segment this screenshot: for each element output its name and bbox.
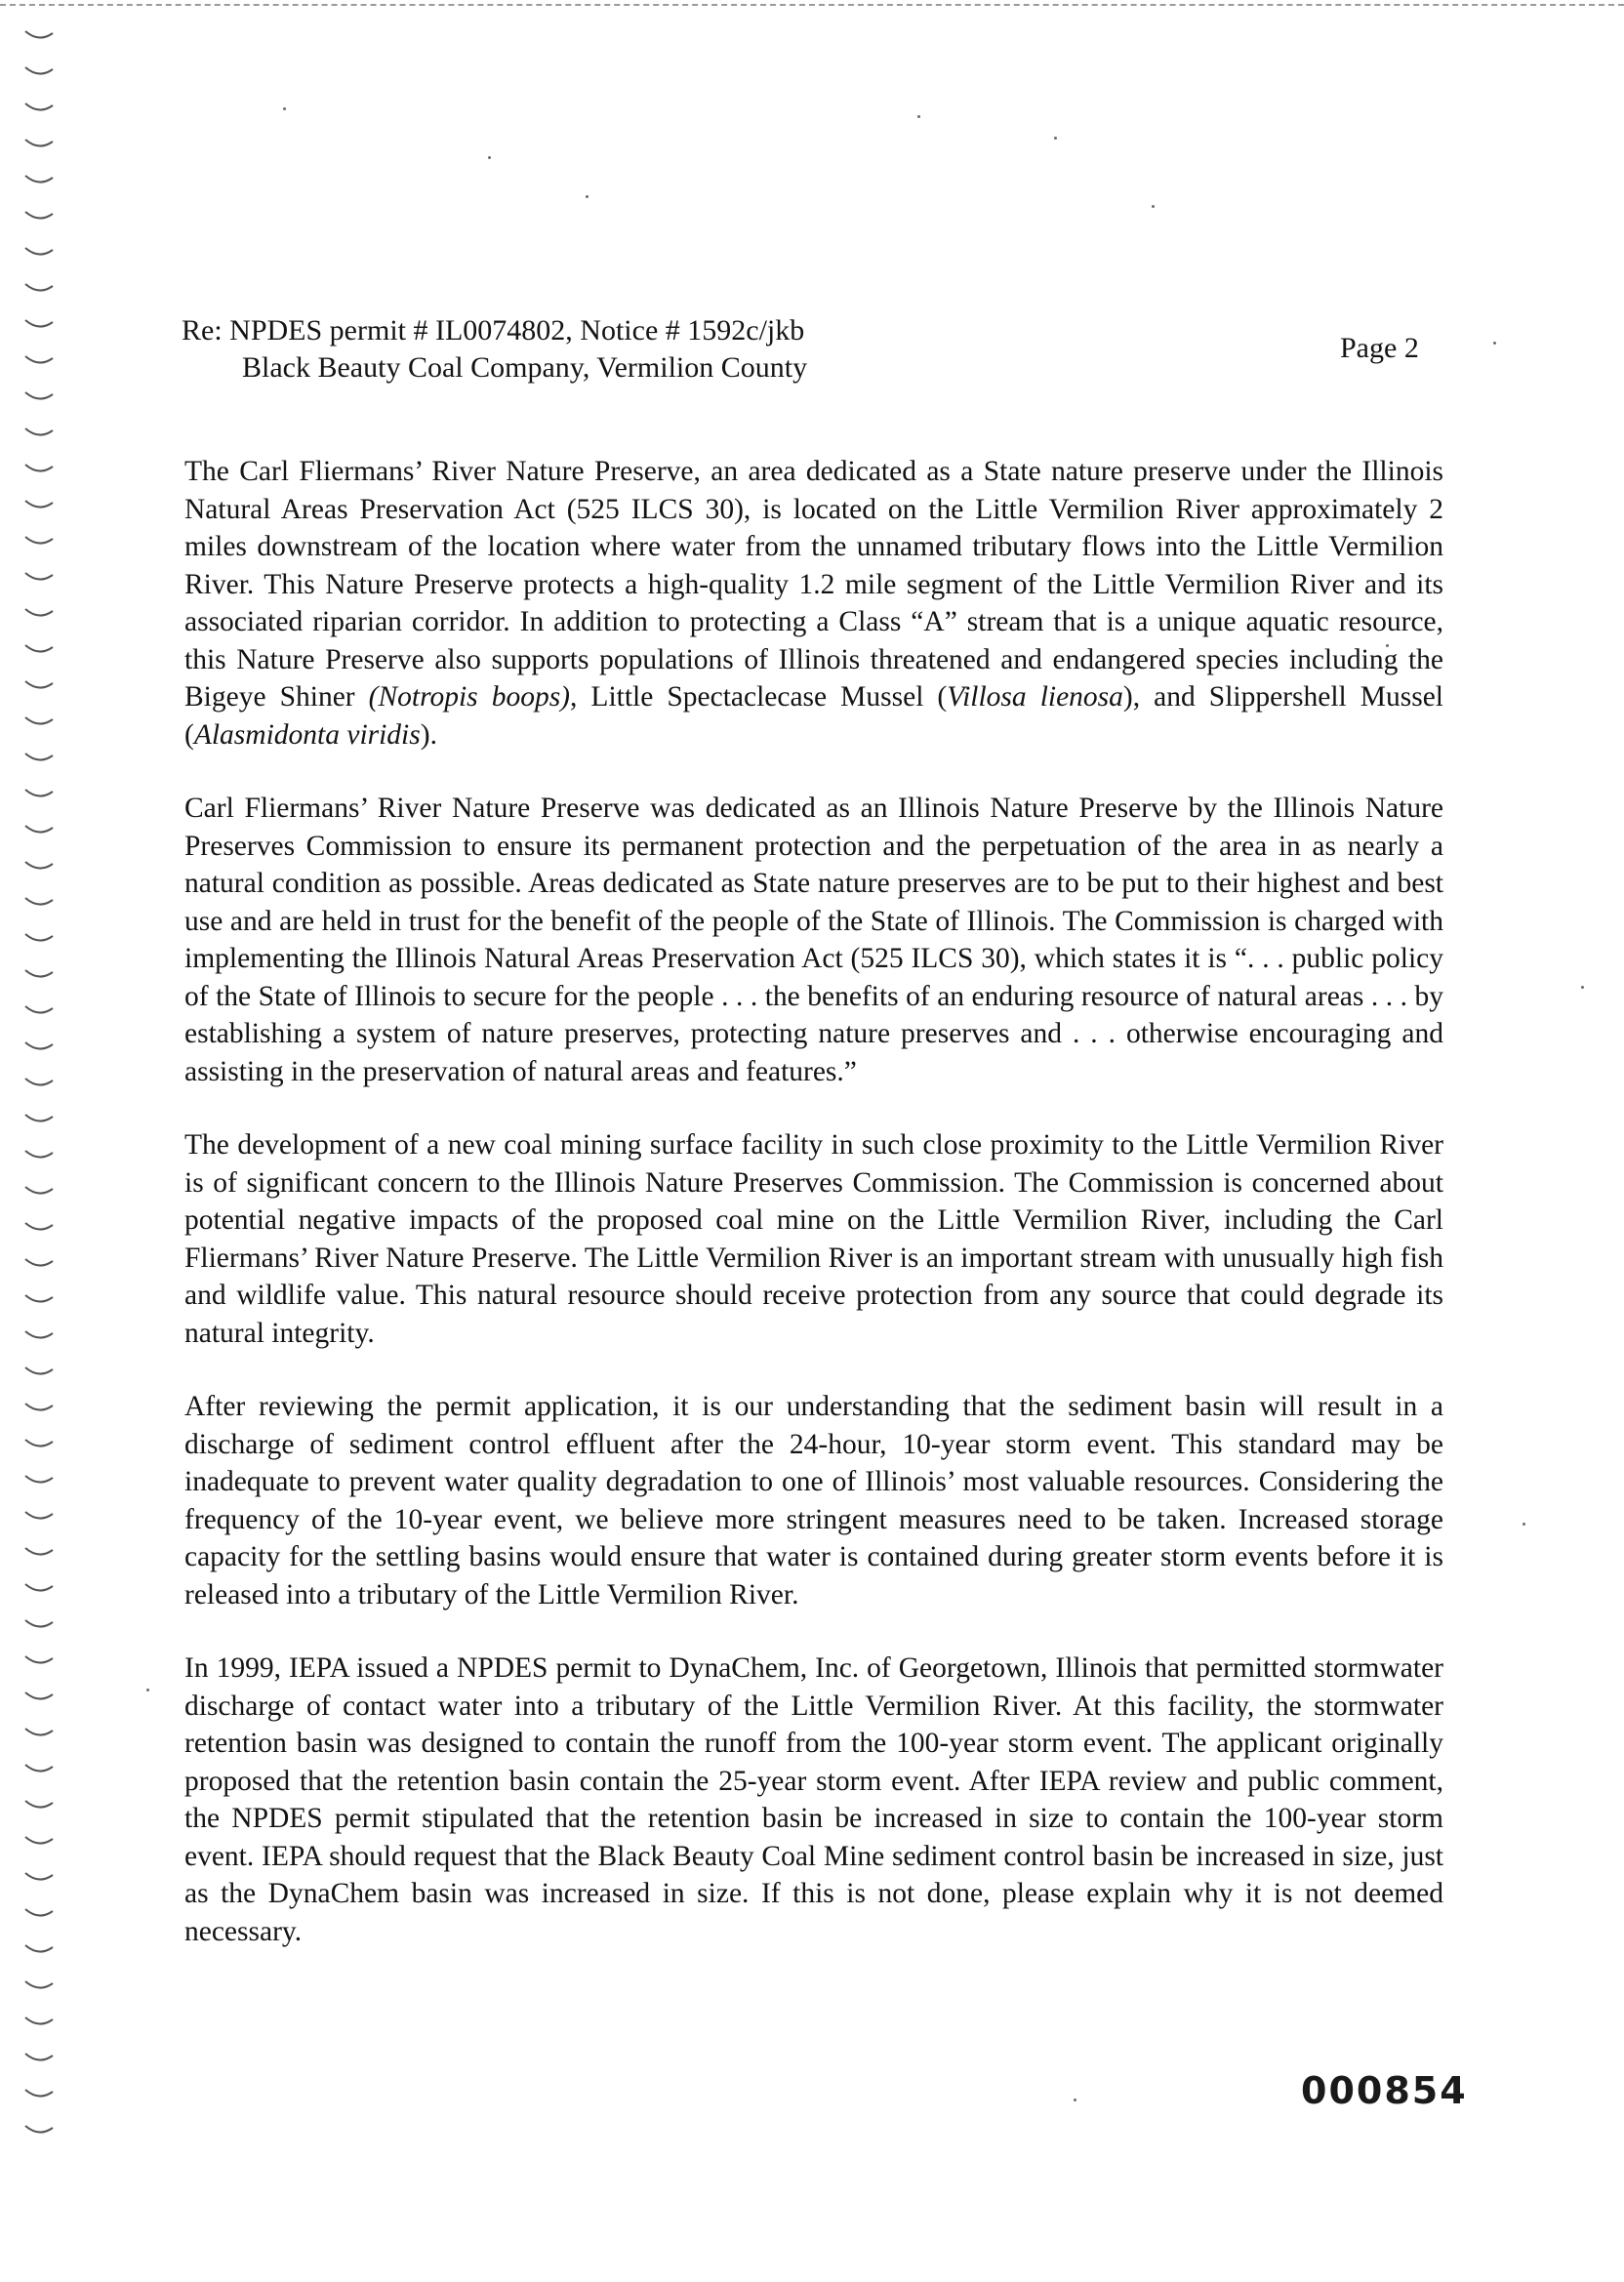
speck: [283, 107, 286, 110]
speck: [1054, 137, 1057, 140]
perforation-mark: [25, 1223, 53, 1230]
paragraph-text: ).: [420, 718, 437, 751]
speck: [917, 115, 920, 118]
paragraph-text: , Little Spectaclecase Mussel (: [570, 681, 948, 713]
perforation-mark: [25, 1367, 53, 1374]
perforation-mark: [25, 826, 53, 833]
speck: [146, 1689, 149, 1691]
perforation-mark: [25, 1440, 53, 1447]
perforation-mark: [25, 1476, 53, 1483]
speck: [1522, 1523, 1525, 1526]
perforation-mark: [25, 1512, 53, 1519]
paragraph-concern: The development of a new coal mining surface facility in such close proximity to the Little Vermilion River is of significant concern to the Illinois Nature Preserves Commission. The Commission is concerned about potential negative impacts of the proposed coal mine on the Little Vermilion River, including the Carl Fliermans’ River Nature Preserve. The Little Vermilion River is an important stream with unusually high fish and wildlife value. This natural resource should receive protection from any source that could degrade its natural integrity.: [184, 1129, 1443, 1349]
perforation-mark: [25, 1404, 53, 1410]
perforation-mark: [25, 609, 53, 616]
perforation-mark: [25, 392, 53, 399]
perforation-mark: [25, 284, 53, 291]
speck: [586, 195, 589, 198]
perforation-mark: [25, 573, 53, 580]
species-name: Villosa lienosa: [947, 681, 1123, 713]
paragraph-sediment-basin: After reviewing the permit application, it is our understanding that the sediment basin will result in a discharge of sediment control effluent after the 24-hour, 10-year storm event. This standard may be inadequate to prevent water quality degradation to one of Illinois’ most valuable resources. Considering the frequency of the 10-year event, we believe more stringent measures need to be taken. Increased storage capacity for the settling basins would ensure that water is contained during greater storm events before it is released into a tributary of the Little Vermilion River.: [184, 1391, 1443, 1610]
perforation-mark: [25, 1115, 53, 1121]
speck: [1074, 2099, 1076, 2101]
speck: [1581, 986, 1584, 989]
perforation-mark: [25, 1909, 53, 1916]
paragraph-text: The Carl Fliermans’ River Nature Preserve, an area dedicated as a State nature preserve under the Illinois Natural Areas Preservation Act (525 ILCS 30), is located on the Little Vermilion River approximately 2 miles downstream of the location where water from the unnamed tributary flows into the Little Vermilion River. This Nature Preserve protects a high-quality 1.2 mile segment of the Little Vermilion River and its associated riparian corridor. In addition to protecting a Class “A” stream that is a unique aquatic resource, this Nature Preserve also supports populations of Illinois threatened and endangered species including the Bigeye Shiner: [184, 456, 1443, 713]
perforation-mark: [25, 1765, 53, 1772]
perforation-mark: [25, 1548, 53, 1555]
perforation-mark: [25, 681, 53, 688]
perforation-mark: [25, 67, 53, 74]
perforation-mark: [25, 1151, 53, 1158]
perforation-mark: [25, 934, 53, 941]
subject-line-company: Black Beauty Coal Company, Vermilion County: [242, 351, 808, 384]
letter-body: [184, 453, 1443, 1986]
perforation-mark: [25, 1801, 53, 1808]
perforation-mark: [25, 103, 53, 110]
perforation-mark: [25, 31, 53, 38]
paragraph-dynachem: In 1999, IEPA issued a NPDES permit to DynaChem, Inc. of Georgetown, Illinois that permitted stormwater discharge of contact water into a tributary of the Little Vermilion River. At this facility, the stormwater retention basin was designed to contain the runoff from the 100-year storm event. The applicant originally proposed that the retention basin contain the 25-year storm event. After IEPA review and public comment, the NPDES permit stipulated that the retention basin be increased in size to contain the 100-year storm event. IEPA should request that the Black Beauty Coal Mine sediment control basin be increased in size, just as the DynaChem basin was increased in size. If this is not done, please explain why it is not deemed necessary.: [184, 1652, 1443, 1947]
perforation-mark: [25, 1873, 53, 1880]
paragraph-nature-preserve: [184, 453, 1443, 754]
perforation-mark: [25, 212, 53, 219]
perforation-mark: [25, 176, 53, 183]
perforation-mark: [25, 1187, 53, 1194]
perforation-mark: [25, 1259, 53, 1266]
paragraph-text: ), and Slippershell Mussel (: [184, 681, 1443, 751]
perforation-mark: [25, 501, 53, 508]
perforation-mark: [25, 1620, 53, 1627]
perforation-mark: [25, 248, 53, 255]
page-number: Page 2: [1340, 332, 1419, 364]
perforation-mark: [25, 1584, 53, 1591]
perforation-mark: [25, 465, 53, 471]
perforation-mark: [25, 645, 53, 652]
perforation-mark: [25, 1945, 53, 1952]
perforation-mark: [25, 140, 53, 146]
perforation-mark: [25, 790, 53, 796]
speck: [1493, 342, 1496, 345]
perforation-mark: [25, 537, 53, 544]
perforation-mark: [25, 1079, 53, 1085]
perforation-mark: [25, 970, 53, 977]
perforation-mark: [25, 2017, 53, 2024]
perforation-mark: [25, 1729, 53, 1735]
perforation-mark: [25, 356, 53, 363]
perforation-mark: [25, 2126, 53, 2133]
subject-line: Re: NPDES permit # IL0074802, Notice # 1592c/jkb: [182, 314, 805, 346]
letter-header: [182, 312, 807, 387]
perforation-mark: [25, 2054, 53, 2060]
tractor-feed-perforation: [21, 20, 61, 2138]
perforation-mark: [25, 2090, 53, 2097]
perforation-mark: [25, 862, 53, 869]
perforation-mark: [25, 717, 53, 724]
perforation-mark: [25, 754, 53, 760]
perforation-mark: [25, 1837, 53, 1844]
perforation-mark: [25, 1981, 53, 1988]
top-scan-edge: [0, 4, 1624, 6]
bates-number: 000854: [1301, 2069, 1468, 2112]
perforation-mark: [25, 320, 53, 327]
paragraph-dedication: Carl Fliermans’ River Nature Preserve was dedicated as an Illinois Nature Preserve by the Illinois Nature Preserves Commission to ensure its permanent protection and the perpetuation of the area in as nearly a natural condition as possible. Areas dedicated as State nature preserves are to be put to their highest and best use and are held in trust for the benefit of the people of the State of Illinois. The Commission is charged with implementing the Illinois Natural Areas Preservation Act (525 ILCS 30), which states it is “. . . public policy of the State of Illinois to secure for the people . . . the benefits of an enduring resource of natural areas . . . by establishing a system of nature preserves, protecting nature preserves and . . . otherwise encouraging and assisting in the preservation of natural areas and features.”: [184, 793, 1443, 1087]
speck: [488, 156, 491, 159]
perforation-mark: [25, 1656, 53, 1663]
species-name: Alasmidonta viridis: [193, 718, 421, 751]
perforation-mark: [25, 1042, 53, 1049]
perforation-mark: [25, 1006, 53, 1013]
perforation-mark: [25, 1295, 53, 1302]
perforation-mark: [25, 428, 53, 435]
species-name: (Notropis boops): [368, 681, 571, 713]
perforation-mark: [25, 1692, 53, 1699]
perforation-mark: [25, 898, 53, 905]
speck: [1152, 205, 1155, 208]
perforation-mark: [25, 1331, 53, 1338]
